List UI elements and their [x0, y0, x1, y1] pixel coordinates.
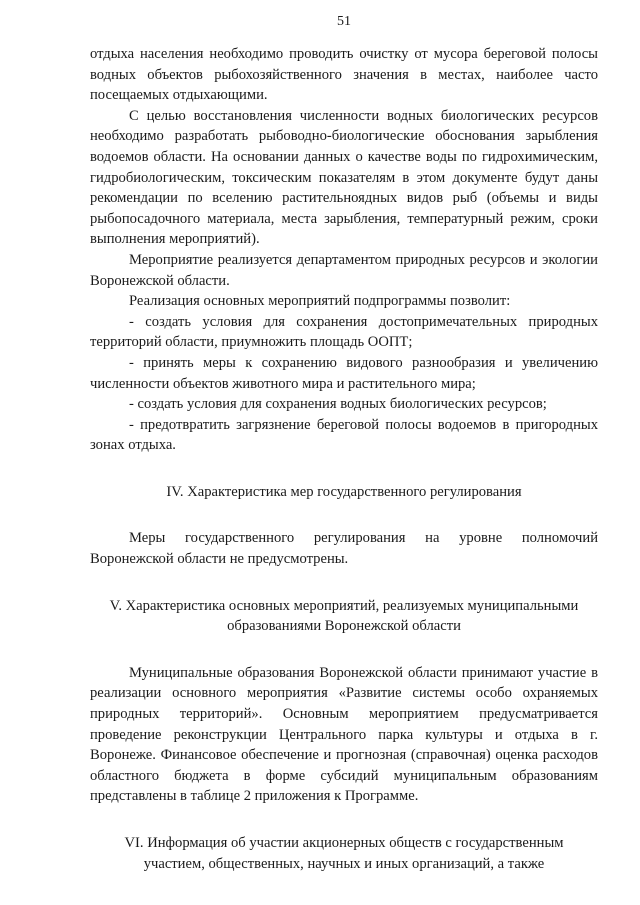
section-iv-heading: IV. Характеристика мер государственного регулирования: [166, 483, 522, 500]
section-vi-heading-line1: VI. Информация об участии акционерных обществ с государственным: [124, 835, 564, 851]
section-iv-text: Меры государственного регулирования на уровне полномочий Воронежской области не предусмотрены.: [90, 530, 598, 568]
list-item: - принять меры к сохранению видового разнообразия и увеличению численности объектов животного мира и растительного мира;: [90, 354, 598, 392]
list-item: - создать условия для сохранения водных биологических ресурсов;: [129, 396, 547, 413]
list-item: - предотвратить загрязнение береговой полосы водоемов в пригородных зонах отдыха.: [90, 416, 598, 454]
section-v-heading-line2: образованиями Воронежской области: [227, 618, 461, 635]
section-vi-heading-line2: участием, общественных, научных и иных организаций, а также: [143, 855, 545, 872]
paragraph-implementer: Мероприятие реализуется департаментом природных ресурсов и экологии Воронежской области.: [90, 251, 598, 289]
paragraph-results-intro: Реализация основных мероприятий подпрограммы позволит:: [129, 293, 511, 310]
list-item: - создать условия для сохранения достопримечательных природных территорий области, приумножить площадь ООПТ;: [90, 313, 598, 351]
paragraph-fish-restoration: С целью восстановления численности водных биологических ресурсов необходимо разработать рыбоводно-биологические обоснования зарыбления водоемов области. На основании данных о качестве воды по гидрохимическим, гидробиологическим, токсическим показателям в этом документе будут даны рекомендации по вселению растительноядных видов рыб (объемы и виды рыбопосадочного материала, места зарыбления, температурный режим, сроки выполнения мероприятий).: [90, 107, 598, 248]
paragraph-continuation: отдыха населения необходимо проводить очистку от мусора береговой полосы водных объектов рыбохозяйственного значения в местах, наиболее часто посещаемых отдыхающими.: [90, 46, 598, 104]
section-v-text: Муниципальные образования Воронежской области принимают участие в реализации основного мероприятия «Развитие системы особо охраняемых природных территорий». Основным мероприятием предусматривается проведение реконструкции Центрального парка культуры и отдыха в г. Воронеже. Финансовое обеспечение и прогнозная (справочная) оценка расходов областного бюджета в форме субсидий муниципальным образованиям представлены в таблице 2 приложения к Программе.: [90, 664, 598, 805]
page-number: 51: [337, 14, 351, 29]
document-body: [90, 44, 598, 874]
section-v-heading-line1: V. Характеристика основных мероприятий, реализуемых муниципальными: [109, 597, 579, 614]
